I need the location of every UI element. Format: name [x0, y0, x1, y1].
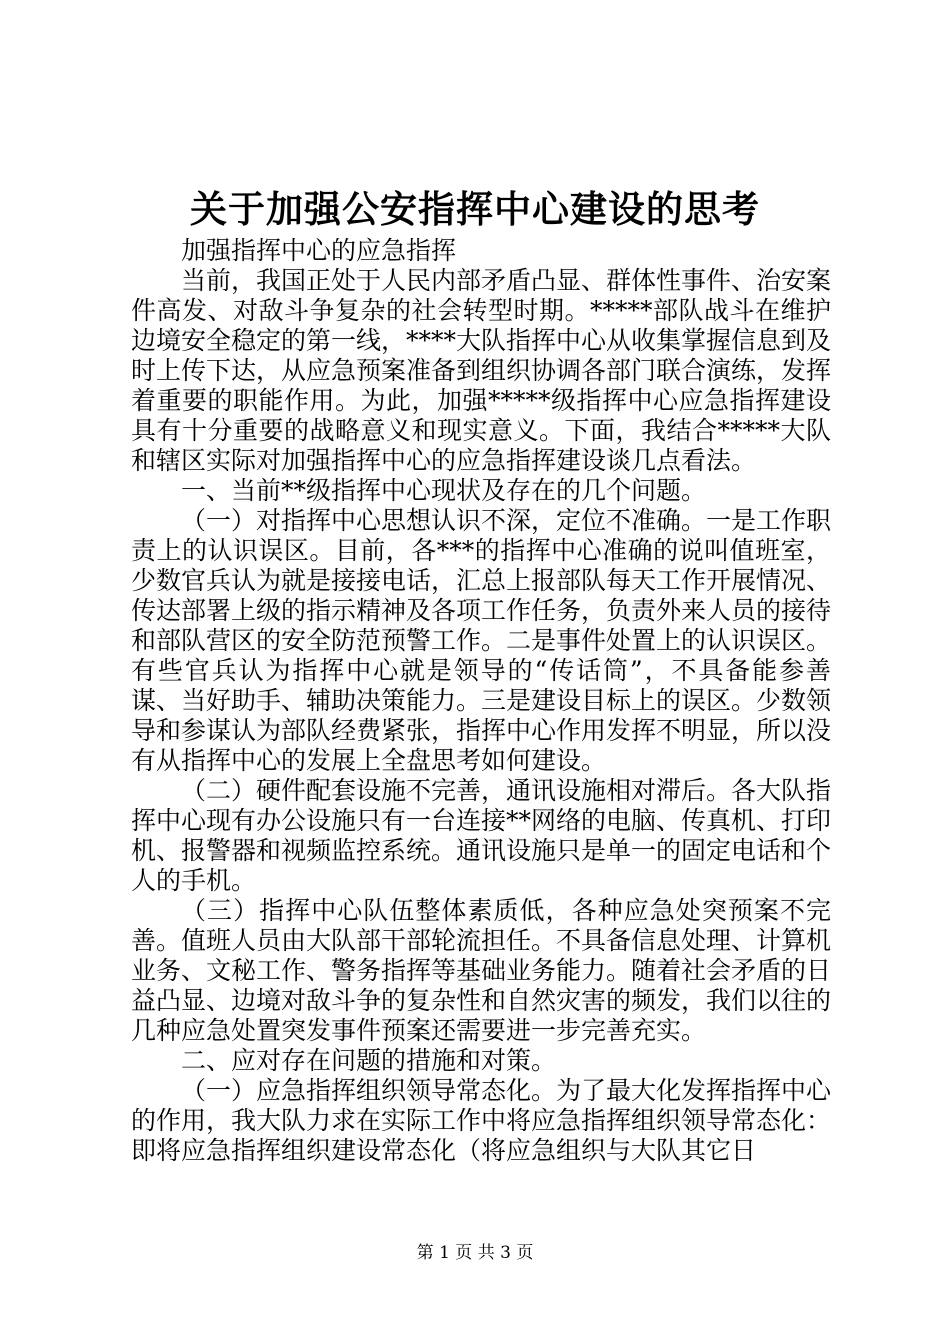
body-paragraph: （一）应急指挥组织领导常态化。为了最大化发挥指挥中心的作用，我大队力求在实际工作中将应急指挥组织领导常态化：即将应急指挥组织建设常态化（将应急组织与大队其它日 — [131, 1076, 832, 1165]
section-heading: 一、当前**级指挥中心现状及存在的几个问题。 — [181, 476, 707, 505]
section-heading: 加强指挥中心的应急指挥 — [181, 236, 457, 265]
body-paragraph: 当前，我国正处于人民内部矛盾凸显、群体性事件、治安案件高发、对敌斗争复杂的社会转型时期。*****部队战斗在维护边境安全稳定的第一线，****大队指挥中心从收集掌握信息到及时上传下达，从应急预案准备到组织协调各部门联合演练，发挥着重要的职能作用。为此，加强*****级指挥中心应急指挥建设具有十分重要的战略意义和现实意义。下面，我结合*****大队和辖区实际对加强指挥中心的应急指挥建设谈几点看法。 — [131, 266, 832, 475]
section-heading: 二、应对存在问题的措施和对策。 — [181, 1046, 557, 1075]
body-paragraph: （二）硬件配套设施不完善，通讯设施相对滞后。各大队指挥中心现有办公设施只有一台连接**网络的电脑、传真机、打印机、报警器和视频监控系统。通讯设施只是单一的固定电话和个人的手机。 — [131, 776, 832, 895]
body-paragraph: （三）指挥中心队伍整体素质低，各种应急处突预案不完善。值班人员由大队部干部轮流担任。不具备信息处理、计算机业务、文秘工作、警务指挥等基础业务能力。随着社会矛盾的日益凸显、边境对敌斗争的复杂性和自然灾害的频发，我们以往的几种应急处置突发事件预案还需要进一步完善充实。 — [131, 896, 832, 1045]
document-body — [131, 236, 831, 1166]
page-number-footer: 第 1 页 共 3 页 — [416, 1243, 534, 1263]
body-paragraph: （一）对指挥中心思想认识不深，定位不准确。一是工作职责上的认识误区。目前，各***的指挥中心准确的说叫值班室，少数官兵认为就是接接电话，汇总上报部队每天工作开展情况、传达部署上级的指示精神及各项工作任务，负责外来人员的接待和部队营区的安全防范预警工作。二是事件处置上的认识误区。有些官兵认为指挥中心就是领导的“传话筒”，不具备能参善谋、当好助手、辅助决策能力。三是建设目标上的误区。少数领导和参谋认为部队经费紧张，指挥中心作用发挥不明显，所以没有从指挥中心的发展上全盘思考如何建设。 — [131, 506, 832, 775]
document-title: 关于加强公安指挥中心建设的思考 — [190, 187, 760, 231]
